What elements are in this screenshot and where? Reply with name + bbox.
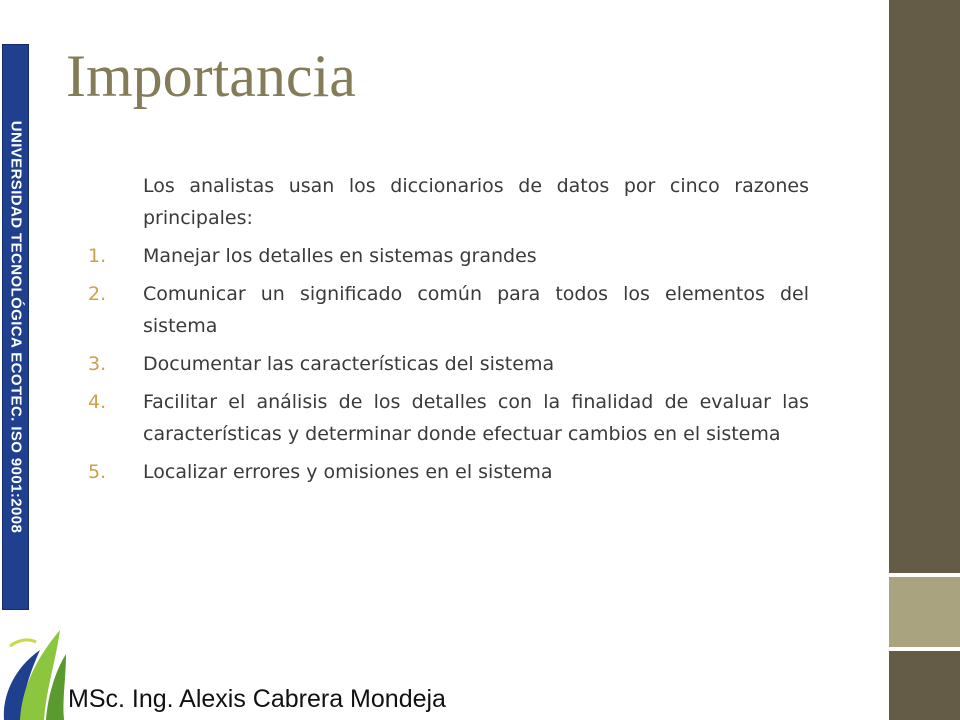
right-bar-middle [889, 577, 960, 647]
right-bar-bottom [889, 651, 960, 720]
slide-content [82, 170, 809, 494]
list-item [82, 240, 809, 272]
right-bar-top [889, 0, 960, 573]
university-side-banner [2, 44, 29, 610]
list-item [82, 278, 809, 342]
list-item-number: 4. [88, 391, 107, 413]
list-item [82, 456, 809, 488]
side-banner-text: UNIVERSIDAD TECNOLÓGICA ECOTEC. ISO 9001:2008 [7, 120, 24, 534]
list-item-number: 3. [88, 353, 107, 375]
slide-title: Importancia [66, 43, 356, 109]
list-item-text: Localizar errores y omisiones en el sistema [143, 461, 553, 483]
list-item-text: Comunicar un significado común para todos los elementos del sistema [143, 283, 809, 337]
list-item-number: 1. [88, 245, 107, 267]
list-item-text: Documentar las características del sistema [143, 353, 555, 375]
list-item [82, 348, 809, 380]
list-item-number: 5. [88, 461, 107, 483]
list-item [82, 386, 809, 450]
reasons-list [82, 240, 809, 488]
footer-author-name: MSc. Ing. Alexis Cabrera Mondeja [68, 685, 446, 713]
list-item-text: Facilitar el análisis de los detalles con la finalidad de evaluar las características y determinar donde efectuar cambios en el sistema [143, 391, 809, 445]
ecotec-leaf-logo-icon [0, 616, 70, 720]
list-item-text: Manejar los detalles en sistemas grandes [143, 245, 537, 267]
list-item-number: 2. [88, 283, 107, 305]
intro-paragraph: Los analistas usan los diccionarios de datos por cinco razones principales: [143, 175, 809, 229]
